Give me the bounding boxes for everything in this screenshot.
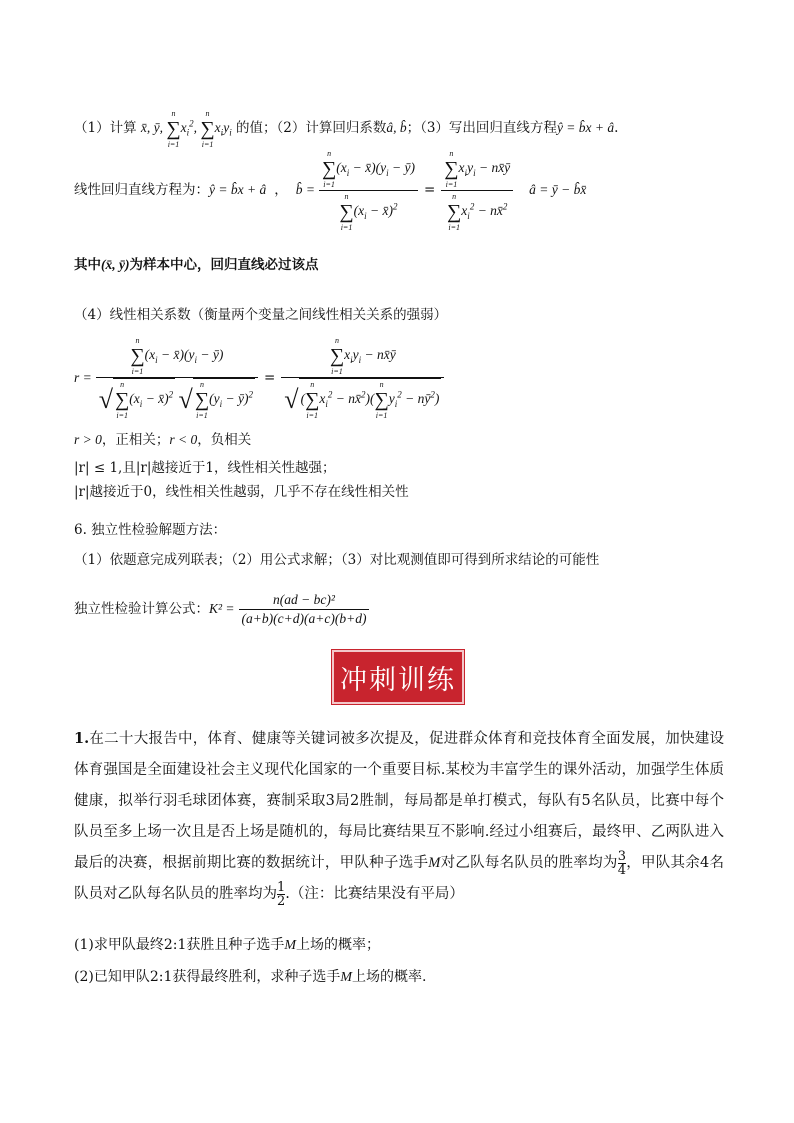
- bhat-fraction-1: n ∑ i=1 ($x_i$ − $x̄)(y_i$ − ȳ) n ∑ i=1 ($x_i$ − x̄)$^2$: [319, 148, 418, 233]
- r-sign-line: r > 0，正相关；r < 0，负相关: [74, 432, 252, 448]
- section6-steps: （1）依题意完成列联表；（2）用公式求解；（3）对比观测值即可得到所求结论的可能性: [74, 552, 600, 568]
- regression-label: 线性回归直线方程为：: [74, 182, 209, 198]
- r-weak-line: |r|越接近于0，线性相关性越弱，几乎不存在线性相关性: [74, 484, 409, 500]
- regression-yhat: ŷ = b̂x + â: [209, 182, 267, 197]
- item1-intro: （1）计算: [74, 120, 137, 137]
- r-strong-line: |r| ≤ 1,且|r|越接近于1，线性相关性越强；: [74, 460, 336, 476]
- independence-formula: 独立性检验计算公式： K² = $\frac{\text{n(ad − bc)²}}{(a+b)(c+d)(a+c)(b+d)}$: [74, 586, 369, 632]
- item1-line: （1）计算 x̄, ȳ, n ∑ i=1 $x_i^2$, n ∑ i=1 $x_iy_i$ 的值；（2）计算回归系数â, b̂；（3）写出回归直线方程ŷ = b̂x + â.: [74, 109, 619, 149]
- sample-center-note: 其中(x̄, ȳ)为样本中心，回归直线必过该点: [74, 257, 319, 273]
- r-fraction-2: n ∑ i=1 $x_iy_i$ − nx̄ȳ √ ( n ∑ i=1 $x_i^2$ − nx̄$^2$)( n ∑ i=1 $y_i^2$ − $nȳ^2$): [281, 335, 444, 421]
- problem-1-text: 1.在二十大报告中，体育、健康等关键词被多次提及，促进群众体育和竞技体育全面发展，加快建设体育强国是全面建设社会主义现代化国家的一个重要目标.某校为丰富学生的课外活动，加强学生体质健康，拟举行羽毛球团体赛，赛制采取3局2胜制，每局都是单打模式，每队有5名队员，比赛中每个队员至多上场一次且是否上场是随机的，每局比赛结果互不影响.经过小组赛后，最终甲、乙两队进入最后的决赛，根据前期比赛的数据统计，甲队种子选手M对乙队每名队员的胜率均为 $\frac{3}{4}$ ，甲队其余4名队员对乙队每名队员的胜率均为 $\frac{1}{2}$ .（注：比赛结果没有平局）: [74, 730, 725, 909]
- correlation-formula: r = n ∑ i=1 ($x_i$ − $x̄)(y_i$ − ȳ) √ n ∑ i=1 ($x_i$ − x̄)$^2$ √ n ∑ i=1 ($y_i$ − ȳ)$^2$ = n ∑ i=1 $x_iy_i$ − nx̄ȳ √ ( n ∑ i=1 $x_i^2$ − nx̄$^2$)( n ∑ i=1 $y_i^2$ − $nȳ^2$): [74, 332, 444, 424]
- item1-eq-text: ；（3）写出回归直线方程: [406, 120, 557, 137]
- question-1: (1)求甲队最终2:1获胜且种子选手M上场的概率；: [74, 937, 381, 953]
- sprint-training-banner: [332, 650, 464, 704]
- k2-fraction: $\frac{\text{n(ad − bc)²}}{(a+b)(c+d)(a+c)(b+d)}$: [239, 591, 370, 628]
- fraction-1-2: $\frac{1}{2}$: [277, 879, 286, 909]
- r-label: r =: [74, 370, 92, 385]
- item4-title: （4）线性相关系数（衡量两个变量之间线性相关关系的强弱）: [74, 307, 448, 323]
- regression-bhat: b̂ =: [295, 182, 315, 197]
- bhat-fraction-2: n ∑ i=1 $x_iy_i$ − nx̄ȳ n ∑ i=1 $x_i^2$ − nx̄$^2$: [441, 148, 513, 233]
- fraction-3-4: $\frac{3}{4}$: [617, 848, 626, 878]
- question-2: (2)已知甲队2:1获得最终胜利，求种子选手M上场的概率.: [74, 969, 427, 985]
- r-fraction-1: n ∑ i=1 ($x_i$ − $x̄)(y_i$ − ȳ) √ n ∑ i=1 ($x_i$ − x̄)$^2$ √ n ∑ i=1 ($y_i$ − ȳ)$^2$: [96, 335, 258, 421]
- regression-ahat: â = ȳ − b̂x̄: [529, 182, 587, 197]
- section6-title: 6. 独立性检验解题方法：: [74, 522, 227, 538]
- banner-text: 冲刺训练: [340, 664, 456, 696]
- item1-coef-text: 的值；（2）计算回归系数: [236, 120, 387, 137]
- regression-formula: 线性回归直线方程为： ŷ = b̂x + â ， b̂ = n ∑ i=1 ($x_i$ − $x̄)(y_i$ − ȳ) n ∑ i=1 ($x_i$ − x̄)$^2$ = n ∑ i=1 $x_iy_i$ − nx̄ȳ n ∑ i=1 $x_i^2$ − nx̄$^2$ â = ȳ − b̂x̄: [74, 148, 587, 232]
